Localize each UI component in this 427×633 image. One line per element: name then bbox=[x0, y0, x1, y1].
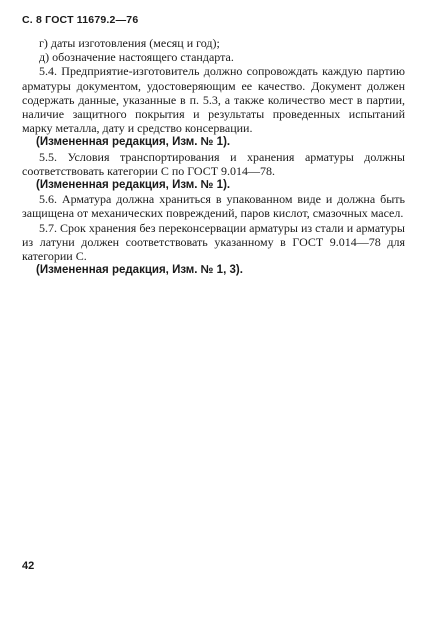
section-5-5: 5.5. Условия транспортирования и хранения арматуры должны соответствовать категории С по ГОСТ 9.014—78. bbox=[22, 149, 405, 178]
section-5-7: 5.7. Срок хранения без переконсервации арматуры из стали и арматуры из латуни должен соответствовать указанному в ГОСТ 9.014—78 для категории С. bbox=[22, 220, 405, 264]
amendment-note-3: (Измененная редакция, Изм. № 1, 3). bbox=[36, 264, 243, 277]
page-header: С. 8 ГОСТ 11679.2—76 bbox=[22, 14, 139, 26]
amendment-note-2: (Измененная редакция, Изм. № 1). bbox=[36, 179, 231, 192]
section-5-4: 5.4. Предприятие-изготовитель должно сопровождать каждую партию арматуры документом, удостоверяющим ее качество. Документ должен содержать данные, указанные в п. 5.3, а также количество мест в партии, наличие защитного покрытия и результаты проведенных испытаний марку металла, дату и средство консервации. bbox=[22, 64, 405, 136]
page-number: 42 bbox=[22, 560, 35, 572]
list-item-d: д) обозначение настоящего стандарта. bbox=[39, 50, 234, 65]
list-item-g: г) даты изготовления (месяц и год); bbox=[39, 36, 220, 50]
document-body bbox=[22, 36, 405, 277]
amendment-note-1: (Измененная редакция, Изм. № 1). bbox=[36, 136, 231, 149]
section-5-6: 5.6. Арматура должна храниться в упакованном виде и должна быть защищена от механических повреждений, паров кислот, смазочных масел. bbox=[22, 192, 405, 221]
